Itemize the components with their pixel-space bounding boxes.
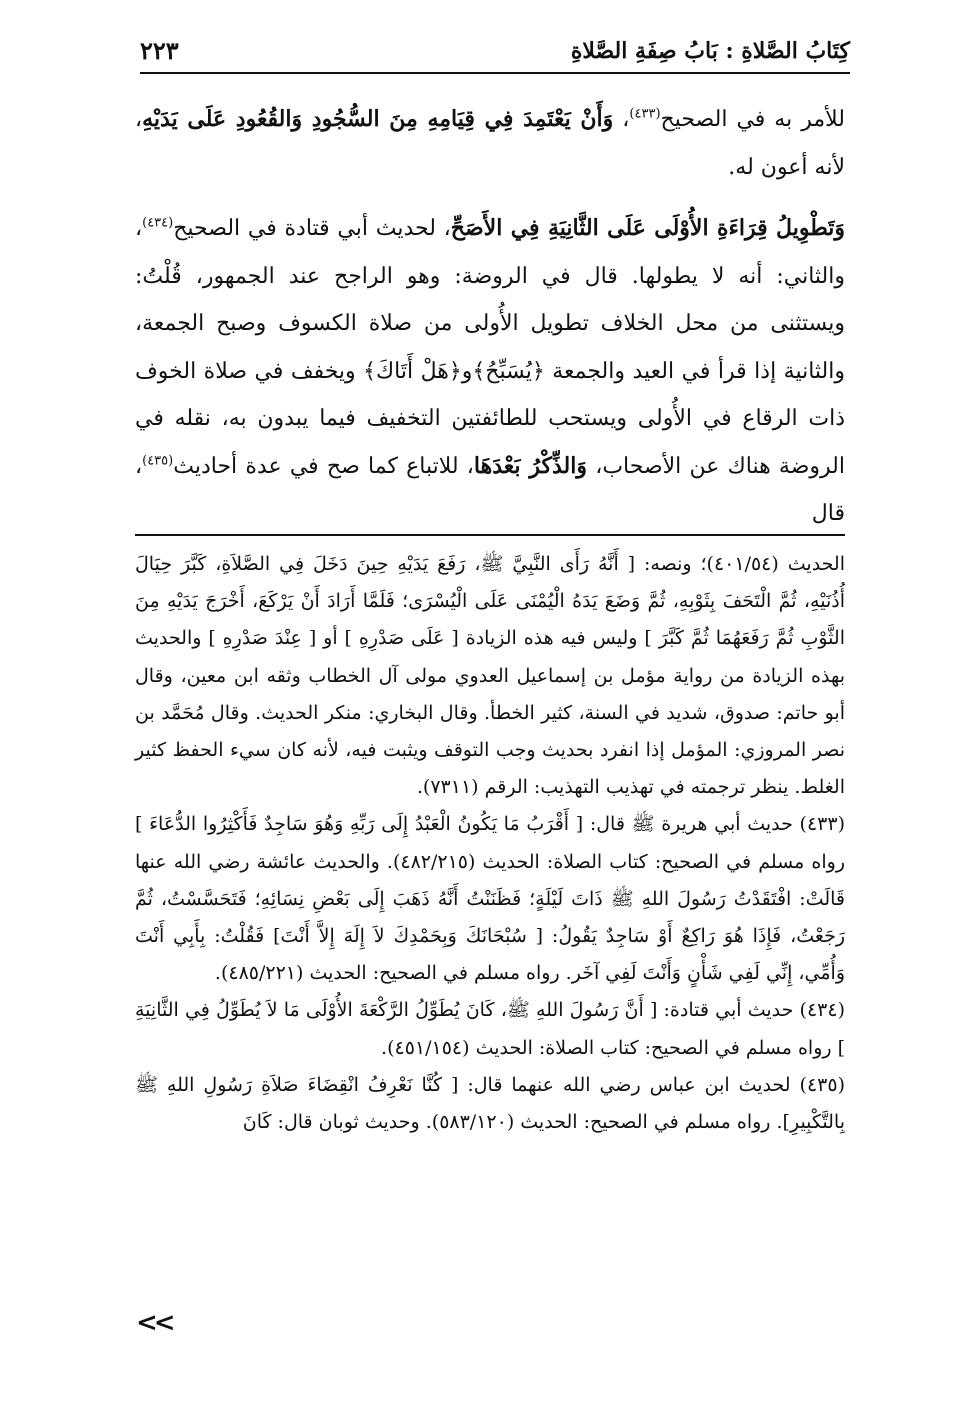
text-run: ، والثاني: أنه لا يطولها. قال في الروضة: وهو الراجح عند الجمهور، قُلْتُ: ويستثنى من محل الخلاف تطويل الأُولى من صلاة الكسوف وصبح الجمعة، والثانية إذا قرأ في العيد والجمعة ﴿يُسَبِّحُ﴾و﴿هَلْ أَتَاكَ﴾ ويخفف في صلاة الخوف ذات الرقاع في الأُولى ويستحب للطائفتين التخفيف فيما يبدون به، نقله في الروضة هناك عن الأصحاب، (135, 216, 845, 479)
paragraph-1 (135, 96, 845, 191)
paragraph-2 (135, 205, 845, 538)
main-text (135, 96, 845, 538)
footnote-ref-435: (٤٣٥) (142, 453, 174, 469)
text-run: ، لأنه أعون له. (135, 107, 845, 180)
matn-text: وَتَطْوِيلُ قِرَاءَةِ الأُوْلَى عَلَى الثَّانِيَةِ فِي الأَصَحِّ (450, 215, 845, 241)
matn-text: وَالذِّكْرُ بَعْدَهَا (473, 452, 587, 479)
continuation-mark: << (136, 1308, 172, 1338)
text-run: ، (613, 107, 630, 132)
page-number: ٢٢٣ (140, 36, 179, 65)
footnotes (135, 546, 845, 1141)
text-run: ، قال (135, 453, 845, 526)
matn-text: وَأَنْ يَعْتَمِدَ فِي قِيَامِهِ مِنَ السُّجُودِ وَالقُعُودِ عَلَى يَدَيْهِ (142, 106, 614, 132)
text-run: للأمر به في الصحيح (660, 107, 845, 132)
text-run: ، للاتباع كما صح في عدة أحاديث (173, 453, 474, 479)
footnote-ref-433: (٤٣٣) (629, 106, 661, 122)
footnote-divider (135, 534, 845, 536)
footnote-continued: الحديث (٤٠١/٥٤)؛ ونصه: [ أَنَّهُ رَأَى النَّبِيَّ ﷺ، رَفَعَ يَدَيْهِ حِينَ دَخَلَ فِي الصَّلاَةِ، كَبَّرَ حِيَالَ أُذُنَيْهِ، ثُمَّ الْتَحَفَ بِثَوْبِهِ، ثُمَّ وَضَعَ يَدَهُ الْيُمْنَى عَلَى الْيُسْرَى؛ فَلَمَّا أَرَادَ أَنْ يَرْكَعَ، أَخْرَجَ يَدَيْهِ مِنَ الثَّوْبِ ثُمَّ رَفَعَهُمَا ثُمَّ كَبَّرَ ] وليس فيه هذه الزيادة [ عَلَى صَدْرِهِ ] أو [ عِنْدَ صَدْرِهِ ] والحديث بهذه الزيادة من رواية مؤمل بن إسماعيل العدوي مولى آل الخطاب وثقه ابن معين، وقال أبو حاتم: صدوق، شديد في السنة، كثير الخطأ. وقال البخاري: منكر الحديث. وقال مُحَمَّد بن نصر المروزي: المؤمل إذا انفرد بحديث وجب التوقف ويثبت فيه، لأنه كان سيء الحفظ كثير الغلط. ينظر ترجمته في تهذيب التهذيب: الرقم (٧٣١١). (135, 553, 845, 799)
text-run: ، لحديث أبي قتادة في الصحيح (173, 216, 451, 241)
footnote-433: (٤٣٣) حديث أبي هريرة ﷺ قال: [ أَقْرَبُ مَا يَكُونُ الْعَبْدُ إِلَى رَبِّهِ وَهُوَ سَاجِدٌ فَأَكْثِرُوا الدُّعَاءَ ] رواه مسلم في الصحيح: كتاب الصلاة: الحديث (٤٨٢/٢١٥). والحديث عائشة رضي الله عنها قَالَتْ: افْتَقَدْتُ رَسُولَ اللهِ ﷺ ذَاتَ لَيْلَةٍ؛ فَظَنَنْتُ أَنَّهُ ذَهَبَ إِلَى بَعْضِ نِسَائِهِ؛ فَتَحَسَّسْتُ، ثُمَّ رَجَعْتُ، فَإِذَا هُوَ رَاكِعٌ أَوْ سَاجِدٌ يَقُولُ: [ سُبْحَانَكَ وَبِحَمْدِكَ لاَ إِلَهَ إِلاَّ أَنْتَ] فَقُلْتُ: بِأَبِي أَنْتَ وَأُمِّي، إِنِّي لَفِي شَأْنٍ وَأَنْتَ لَفِي آخَر. رواه مسلم في الصحيح: الحديث (٤٨٥/٢٢١). (135, 813, 845, 985)
page-header (140, 36, 850, 74)
footnote-435: (٤٣٥) لحديث ابن عباس رضي الله عنهما قال: [ كُنَّا نَعْرِفُ انْقِضَاءَ صَلاَةِ رَسُولِ اللهِ ﷺ بِالتَّكْبِيرِ]. رواه مسلم في الصحيح: الحديث (٥٨٣/١٢٠). وحديث ثوبان قال: كَانَ (135, 1073, 845, 1134)
running-title: كِتَابُ الصَّلاةِ : بَابُ صِفَةِ الصَّلاةِ (570, 38, 850, 64)
footnote-434: (٤٣٤) حديث أبي قتادة: [ أَنَّ رَسُولَ اللهِ ﷺ، كَانَ يُطَوِّلُ الرَّكْعَةَ الأُوْلَى مَا لاَ يُطَوِّلُ فِي الثَّانِيَةِ ] رواه مسلم في الصحيح: كتاب الصلاة: الحديث (٤٥١/١٥٤). (135, 999, 845, 1059)
footnote-ref-434: (٤٣٤) (142, 215, 174, 231)
